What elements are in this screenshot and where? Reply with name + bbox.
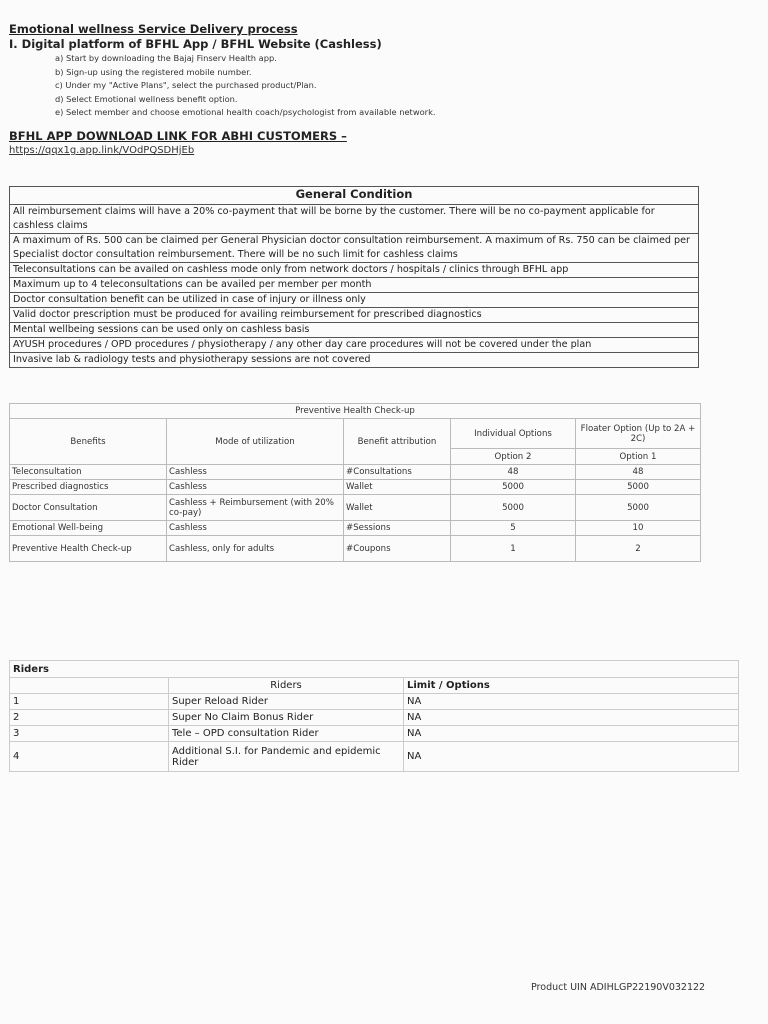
benefit-cell: Prescribed diagnostics (10, 480, 167, 495)
step-item: d) Select Emotional wellness benefit option. (55, 93, 238, 104)
header-mode: Mode of utilization (167, 419, 344, 465)
condition-row: Maximum up to 4 teleconsultations can be availed per member per month (10, 278, 699, 293)
table-row (10, 694, 739, 710)
header-attribution: Benefit attribution (344, 419, 451, 465)
condition-row: Doctor consultation benefit can be utilized in case of injury or illness only (10, 293, 699, 308)
general-condition-table (9, 186, 699, 368)
mode-cell: Cashless (167, 465, 344, 480)
attribution-cell: #Sessions (344, 521, 451, 536)
general-condition-title: General Condition (10, 187, 699, 205)
individual-cell: 5 (451, 521, 576, 536)
individual-cell: 5000 (451, 480, 576, 495)
rider-number: 2 (10, 710, 169, 726)
header-individual: Individual Options (451, 419, 576, 449)
page-title: Emotional wellness Service Delivery process (9, 22, 298, 36)
table-row (10, 536, 701, 562)
table-row (10, 742, 739, 772)
rider-limit: NA (404, 694, 739, 710)
riders-table-title: Riders (10, 661, 739, 678)
table-row (10, 465, 701, 480)
preventive-table-title: Preventive Health Check-up (10, 404, 701, 419)
floater-cell: 48 (576, 465, 701, 480)
step-item: c) Under my "Active Plans", select the purchased product/Plan. (55, 80, 317, 91)
step-item: e) Select member and choose emotional health coach/psychologist from available network. (55, 107, 436, 118)
rider-limit: NA (404, 726, 739, 742)
product-uin: Product UIN ADIHLGP22190V032122 (531, 982, 706, 993)
table-row (10, 726, 739, 742)
benefit-cell: Preventive Health Check-up (10, 536, 167, 562)
mode-cell: Cashless (167, 521, 344, 536)
benefit-cell: Teleconsultation (10, 465, 167, 480)
condition-row: A maximum of Rs. 500 can be claimed per General Physician doctor consultation reimbursement. A maximum of Rs. 750 can be claimed per Specialist doctor consultation reimbursement. There will be no such limit for cashless claims (10, 234, 699, 263)
preventive-health-table (9, 403, 701, 562)
floater-cell: 2 (576, 536, 701, 562)
rider-limit: NA (404, 710, 739, 726)
header-floater: Floater Option (Up to 2A + 2C) (576, 419, 701, 449)
rider-number: 4 (10, 742, 169, 772)
table-row (10, 480, 701, 495)
rider-number: 3 (10, 726, 169, 742)
attribution-cell: Wallet (344, 480, 451, 495)
mode-cell: Cashless, only for adults (167, 536, 344, 562)
rider-name: Super No Claim Bonus Rider (169, 710, 404, 726)
rider-limit: NA (404, 742, 739, 772)
table-row (10, 495, 701, 521)
floater-cell: 5000 (576, 480, 701, 495)
attribution-cell: #Consultations (344, 465, 451, 480)
step-item: a) Start by downloading the Bajaj Finserv Health app. (55, 53, 277, 63)
individual-cell: 48 (451, 465, 576, 480)
steps-list (55, 52, 436, 120)
condition-row: AYUSH procedures / OPD procedures / physiotherapy / any other day care procedures will not be covered under the plan (10, 338, 699, 353)
step-item: b) Sign-up using the registered mobile number. (55, 66, 252, 77)
table-row (10, 521, 701, 536)
condition-row: Invasive lab & radiology tests and physiotherapy sessions are not covered (10, 353, 699, 368)
download-link-title: BFHL APP DOWNLOAD LINK FOR ABHI CUSTOMERS – (9, 129, 347, 143)
condition-row: All reimbursement claims will have a 20% co-payment that will be borne by the customer. There will be no co-payment applicable for cashless claims (10, 205, 699, 234)
header-option-floater: Option 1 (576, 449, 701, 465)
header-limit: Limit / Options (404, 678, 739, 694)
section-subtitle: I. Digital platform of BFHL App / BFHL Website (Cashless) (9, 37, 382, 51)
riders-table (9, 660, 739, 772)
header-benefits: Benefits (10, 419, 167, 465)
condition-row: Teleconsultations can be availed on cashless mode only from network doctors / hospitals / clinics through BFHL app (10, 263, 699, 278)
floater-cell: 5000 (576, 495, 701, 521)
benefit-cell: Doctor Consultation (10, 495, 167, 521)
condition-row: Valid doctor prescription must be produced for availing reimbursement for prescribed diagnostics (10, 308, 699, 323)
rider-name: Super Reload Rider (169, 694, 404, 710)
mode-cell: Cashless + Reimbursement (with 20% co-pay) (167, 495, 344, 521)
individual-cell: 1 (451, 536, 576, 562)
table-row (10, 710, 739, 726)
rider-number: 1 (10, 694, 169, 710)
rider-name: Tele – OPD consultation Rider (169, 726, 404, 742)
mode-cell: Cashless (167, 480, 344, 495)
floater-cell: 10 (576, 521, 701, 536)
download-link[interactable]: https://qqx1g.app.link/VOdPQSDHjEb (9, 145, 195, 156)
condition-row: Mental wellbeing sessions can be used only on cashless basis (10, 323, 699, 338)
header-option-individual: Option 2 (451, 449, 576, 465)
header-rider-name: Riders (169, 678, 404, 694)
benefit-cell: Emotional Well-being (10, 521, 167, 536)
rider-name: Additional S.I. for Pandemic and epidemic Rider (169, 742, 404, 772)
individual-cell: 5000 (451, 495, 576, 521)
header-number (10, 678, 169, 694)
attribution-cell: #Coupons (344, 536, 451, 562)
attribution-cell: Wallet (344, 495, 451, 521)
